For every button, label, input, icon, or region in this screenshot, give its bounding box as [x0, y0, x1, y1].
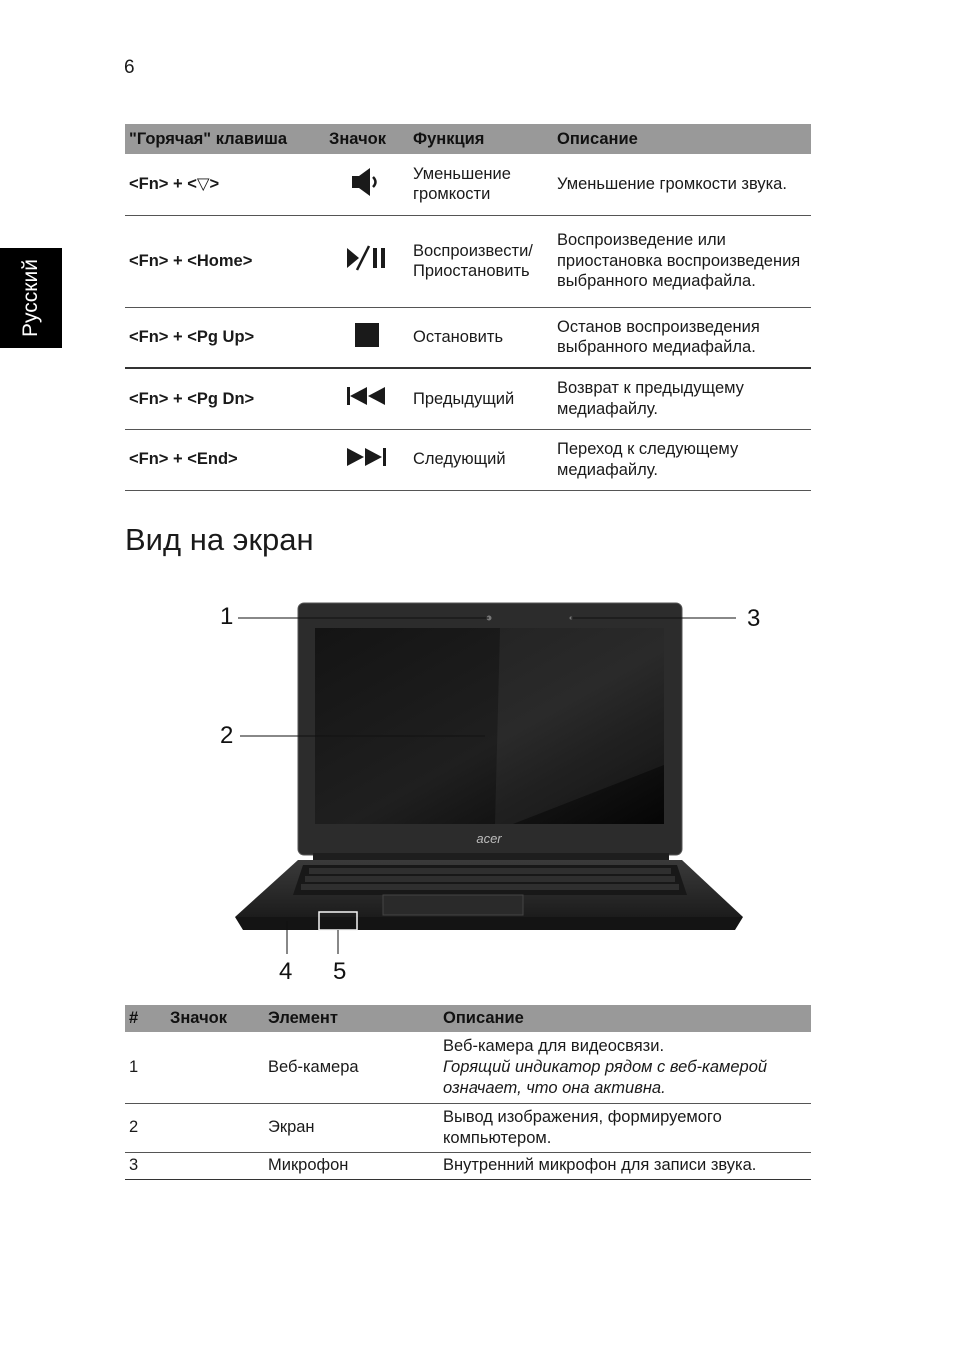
function-cell: Следующий — [409, 429, 553, 490]
description-text: Веб-камера для видеосвязи. — [443, 1036, 665, 1055]
stop-icon — [354, 322, 380, 348]
description-cell — [439, 1032, 811, 1103]
function-cell: Предыдущий — [409, 368, 553, 429]
components-table — [125, 1005, 811, 1180]
header-function: Функция — [409, 124, 553, 154]
previous-track-icon — [345, 385, 389, 407]
table-row — [125, 1032, 811, 1103]
header-icon: Значок — [166, 1005, 264, 1032]
table-row — [125, 368, 811, 429]
description-note: Горящий индикатор рядом с веб-камерой означает, что она активна. — [443, 1057, 768, 1097]
function-cell: Уменьшение громкости — [409, 154, 553, 215]
table-row — [125, 154, 811, 215]
icon-cell — [325, 307, 409, 368]
laptop-illustration — [195, 565, 785, 985]
callout-4: 4 — [279, 958, 293, 985]
hotkey-cell: <Fn> + <▽> — [125, 154, 325, 215]
table-row — [125, 429, 811, 490]
description-cell: Переход к следующему медиафайлу. — [553, 429, 811, 490]
laptop-figure — [195, 565, 785, 985]
number-cell: 1 — [125, 1032, 166, 1103]
table-row — [125, 1103, 811, 1152]
hotkey-cell: <Fn> + <End> — [125, 429, 325, 490]
play-pause-icon — [345, 244, 389, 272]
description-cell: Воспроизведение или приостановка воспроизведения выбранного медиафайла. — [553, 215, 811, 307]
next-track-icon — [345, 446, 389, 468]
icon-cell — [166, 1103, 264, 1152]
element-cell: Экран — [264, 1103, 439, 1152]
icon-cell — [325, 154, 409, 215]
language-side-tab — [0, 248, 62, 348]
header-hotkey: "Горячая" клавиша — [125, 124, 325, 154]
hotkeys-table — [125, 124, 811, 491]
callout-5: 5 — [333, 958, 347, 985]
number-cell: 3 — [125, 1152, 166, 1179]
function-cell: Воспроизвести/ Приостановить — [409, 215, 553, 307]
callout-3: 3 — [747, 605, 761, 632]
element-cell: Микрофон — [264, 1152, 439, 1179]
hotkey-cell: <Fn> + <Home> — [125, 215, 325, 307]
callout-2: 2 — [220, 722, 234, 749]
acer-logo: acer — [476, 831, 502, 846]
components-header-row — [125, 1005, 811, 1032]
header-icon: Значок — [325, 124, 409, 154]
icon-cell — [325, 215, 409, 307]
page-number: 6 — [124, 57, 135, 78]
description-cell: Возврат к предыдущему медиафайлу. — [553, 368, 811, 429]
icon-cell — [325, 429, 409, 490]
header-description: Описание — [439, 1005, 811, 1032]
table-row — [125, 1152, 811, 1179]
description-cell: Уменьшение громкости звука. — [553, 154, 811, 215]
section-title: Вид на экран — [125, 522, 314, 557]
icon-cell — [166, 1032, 264, 1103]
language-label: Русский — [19, 259, 43, 337]
header-element: Элемент — [264, 1005, 439, 1032]
table-row — [125, 307, 811, 368]
element-cell: Веб-камера — [264, 1032, 439, 1103]
hotkeys-header-row — [125, 124, 811, 154]
function-cell: Остановить — [409, 307, 553, 368]
description-cell: Вывод изображения, формируемого компьютером. — [439, 1103, 811, 1152]
number-cell: 2 — [125, 1103, 166, 1152]
icon-cell — [166, 1152, 264, 1179]
table-row — [125, 215, 811, 307]
description-cell: Останов воспроизведения выбранного медиафайла. — [553, 307, 811, 368]
header-number: # — [125, 1005, 166, 1032]
hotkey-cell: <Fn> + <Pg Up> — [125, 307, 325, 368]
header-description: Описание — [553, 124, 811, 154]
icon-cell — [325, 368, 409, 429]
hotkey-cell: <Fn> + <Pg Dn> — [125, 368, 325, 429]
callout-1: 1 — [220, 603, 234, 630]
description-cell: Внутренний микрофон для записи звука. — [439, 1152, 811, 1179]
volume-down-icon — [350, 165, 384, 199]
